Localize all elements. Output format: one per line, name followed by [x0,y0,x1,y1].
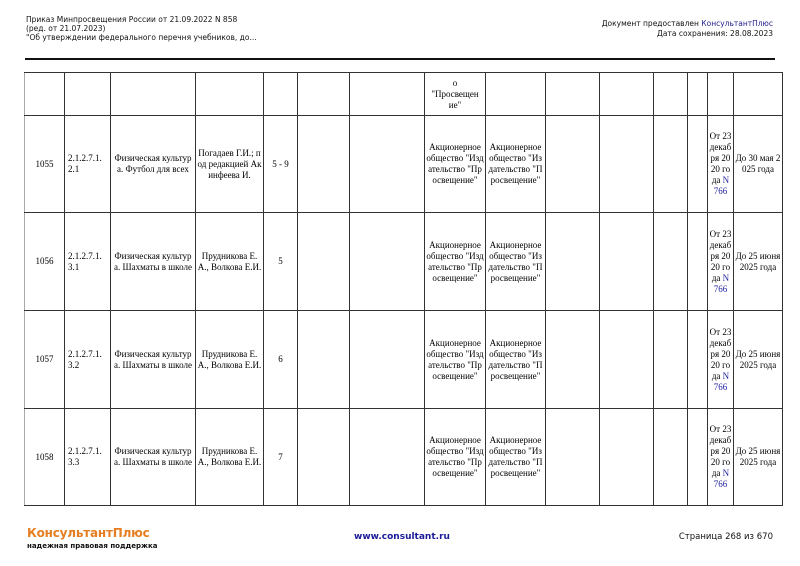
textbook-code: 2.1.2.7.1. 3.2 [65,311,111,409]
order-date: От 23 декабря 2020 года [709,424,732,478]
cell [350,116,425,213]
cell [546,311,600,409]
cell [654,73,688,116]
grade: 5 [264,213,298,311]
order-cell [708,116,734,213]
cell [600,213,654,311]
order-cell [708,213,734,311]
order-link[interactable]: N 766 [713,468,730,489]
textbook-title: Физическая культура. Шахматы в школе [111,409,196,506]
cell [708,73,734,116]
publisher: Акционерное общество "Издательство "Просвещение" [425,311,486,409]
cell [688,213,708,311]
cell [350,213,425,311]
cell [688,409,708,506]
order-cell [708,311,734,409]
row-number: 1055 [25,116,65,213]
save-date: Дата сохранения: 28.08.2023 [657,28,773,38]
cell [350,409,425,506]
cell [350,73,425,116]
cell [196,73,264,116]
cell [654,213,688,311]
grade: 5 - 9 [264,116,298,213]
valid-until: До 25 июня 2025 года [734,213,783,311]
cell [600,311,654,409]
cell [486,73,546,116]
cell [654,311,688,409]
grade: 7 [264,409,298,506]
row-number: 1058 [25,409,65,506]
cell [546,409,600,506]
footer-brand-logo: КонсультантПлюс [27,526,150,540]
cell [546,213,600,311]
order-cell [708,409,734,506]
cell [298,213,350,311]
textbook-title: Физическая культура. Шахматы в школе [111,213,196,311]
cell [600,116,654,213]
publisher: Акционерное общество "Издательство "Просвещение" [425,116,486,213]
publisher-cell [425,73,486,116]
textbook-title: Физическая культура. Шахматы в школе [111,311,196,409]
publisher-secondary: Акционерное общество "Издательство "Просвещение" [486,116,546,213]
document-header-right [602,19,773,38]
text-line: ие" [448,99,462,110]
cell [25,73,65,116]
cell [264,73,298,116]
grade: 6 [264,311,298,409]
valid-until: До 25 июня 2025 года [734,311,783,409]
cell [688,73,708,116]
cell [654,116,688,213]
publisher: Акционерное общество "Издательство "Просвещение" [425,213,486,311]
order-date: От 23 декабря 2020 года [709,228,732,283]
provided-by-label: Документ предоставлен [601,19,702,28]
cell [688,116,708,213]
provider-brand-link[interactable]: КонсультантПлюс [701,19,773,28]
publisher-secondary: Акционерное общество "Издательство "Просвещение" [486,311,546,409]
order-date: От 23 декабря 2020 года [709,326,732,381]
row-number: 1057 [25,311,65,409]
row-number: 1056 [25,213,65,311]
table-row [25,213,783,311]
header-divider [25,58,775,60]
page-counter: Страница 268 из 670 [678,532,773,542]
cell [600,409,654,506]
textbook-table [24,72,783,506]
cell [65,73,111,116]
table-row [25,116,783,213]
cell [600,73,654,116]
order-link[interactable]: N 766 [713,370,730,392]
textbook-authors: Погадаев Г.И.; под редакцией Акинфеева И. [196,116,264,213]
cell [298,73,350,116]
order-link[interactable]: N 766 [713,175,730,196]
textbook-code: 2.1.2.7.1. 3.1 [65,213,111,311]
cell [298,409,350,506]
footer-tagline: надежная правовая поддержка [27,542,158,550]
cell [350,311,425,409]
order-link[interactable]: N 766 [713,272,730,294]
textbook-authors: Прудникова Е.А., Волкова Е.И. [196,409,264,506]
table-row [25,409,783,506]
textbook-code: 2.1.2.7.1. 3.3 [65,409,111,506]
table-row-continuation [25,73,783,116]
publisher-secondary: Акционерное общество "Издательство "Просвещение" [486,409,546,506]
cell [688,311,708,409]
text-line: "Просвещен [431,88,479,99]
text-line: о [452,77,458,88]
document-header-left [26,15,257,42]
order-date: От 23 декабря 2020 года [709,131,732,185]
cell [546,116,600,213]
cell [734,73,783,116]
order-revision: (ред. от 21.07.2023) [26,24,106,33]
textbook-code: 2.1.2.7.1. 2.1 [65,116,111,213]
cell [298,116,350,213]
publisher-secondary: Акционерное общество "Издательство "Просвещение" [486,213,546,311]
textbook-title: Физическая культура. Футбол для всех [111,116,196,213]
table-row [25,311,783,409]
valid-until: До 30 мая 2025 года [734,116,783,213]
cell [111,73,196,116]
valid-until: До 25 июня 2025 года [734,409,783,506]
order-title: Приказ Минпросвещения России от 21.09.2022 N 858 [26,15,238,24]
textbook-authors: Прудникова Е.А., Волкова Е.И. [196,311,264,409]
cell [298,311,350,409]
cell [654,409,688,506]
cell [546,73,600,116]
publisher: Акционерное общество "Издательство "Просвещение" [425,409,486,506]
textbook-authors: Прудникова Е.А., Волкова Е.И. [196,213,264,311]
footer-website-link[interactable]: www.consultant.ru [354,532,450,542]
order-subject: "Об утверждении федерального перечня учебников, до... [26,33,257,42]
